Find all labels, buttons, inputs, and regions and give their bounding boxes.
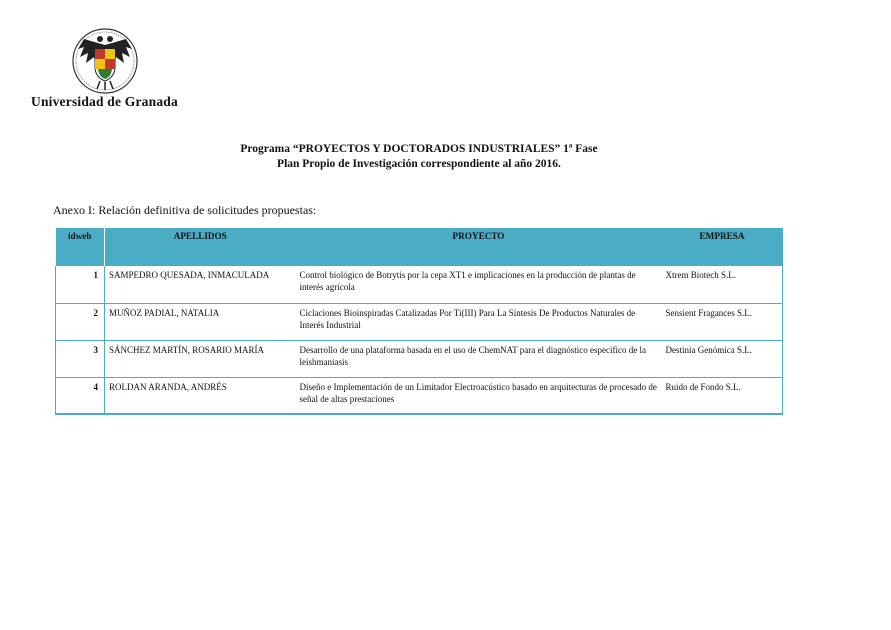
- cell-empresa: Xtrem Biotech S.L.: [662, 266, 783, 303]
- table-row: [56, 377, 783, 414]
- cell-empresa: Destinia Genómica S.L.: [662, 340, 783, 377]
- table-header-row: [56, 228, 783, 266]
- col-header-idweb: idweb: [56, 228, 105, 266]
- cell-apellidos: ROLDAN ARANDA, ANDRÉS: [105, 377, 296, 414]
- col-header-empresa: EMPRESA: [662, 228, 783, 266]
- cell-proyecto: Diseño e Implementación de un Limitador Electroacústico basado en arquitecturas de procesado de señal de altas prestaciones: [296, 377, 662, 414]
- table-row: [56, 340, 783, 377]
- cell-apellidos: SÁNCHEZ MARTÍN, ROSARIO MARÍA: [105, 340, 296, 377]
- university-coat-of-arms-icon: [70, 27, 140, 95]
- cell-proyecto: Control biológico de Botrytis por la cepa XT1 e implicaciones en la producción de plantas de interés agrícola: [296, 266, 662, 303]
- cell-idweb: 2: [56, 303, 105, 340]
- proposals-table: [55, 228, 783, 415]
- annex-heading: Anexo I: Relación definitiva de solicitudes propuestas:: [53, 203, 317, 217]
- program-title: Programa “PROYECTOS Y DOCTORADOS INDUSTRIALES” 1ª Fase: [240, 143, 598, 155]
- col-header-apellidos: APELLIDOS: [105, 228, 296, 266]
- cell-proyecto: Desarrollo de una plataforma basada en el uso de ChemNAT para el diagnóstico específico de la leishmaniasis: [296, 340, 662, 377]
- table-row: [56, 266, 783, 303]
- plan-subtitle: Plan Propio de Investigación correspondiente al año 2016.: [277, 158, 561, 170]
- cell-idweb: 3: [56, 340, 105, 377]
- cell-apellidos: SAMPEDRO QUESADA, INMACULADA: [105, 266, 296, 303]
- table-row: [56, 303, 783, 340]
- col-header-proyecto: PROYECTO: [296, 228, 662, 266]
- university-name: Universidad de Granada: [31, 94, 178, 109]
- cell-idweb: 1: [56, 266, 105, 303]
- cell-apellidos: MUÑOZ PADIAL, NATALIA: [105, 303, 296, 340]
- cell-idweb: 4: [56, 377, 105, 414]
- cell-empresa: Sensient Fragances S.L.: [662, 303, 783, 340]
- cell-empresa: Ruido de Fondo S.L.: [662, 377, 783, 414]
- cell-proyecto: Ciclaciones Bioinspiradas Catalizadas Por Ti(III) Para La Síntesis De Productos Naturales de Interés Industrial: [296, 303, 662, 340]
